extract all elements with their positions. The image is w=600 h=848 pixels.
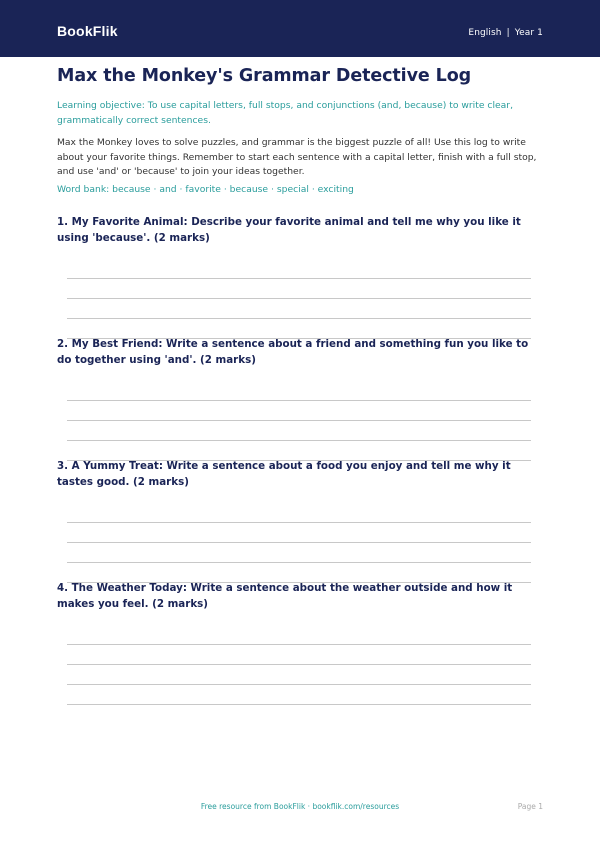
question-2-prompt: 2. My Best Friend: Write a sentence about a friend and something fun you like to do together using 'and'. (2 marks) bbox=[57, 338, 529, 366]
question-2 bbox=[57, 337, 537, 368]
question-1 bbox=[57, 215, 537, 246]
answer-line[interactable] bbox=[67, 278, 531, 279]
subject-label: English bbox=[468, 28, 502, 38]
page-number: Page 1 bbox=[517, 802, 543, 811]
question-4 bbox=[57, 581, 537, 612]
answer-line[interactable] bbox=[67, 542, 531, 543]
page-title: Max the Monkey's Grammar Detective Log bbox=[57, 66, 472, 86]
year-label: Year 1 bbox=[514, 28, 543, 38]
answer-line[interactable] bbox=[67, 400, 531, 401]
intro-paragraph: Max the Monkey loves to solve puzzles, and grammar is the biggest puzzle of all! Use this log to write about your favorite things. Remember to start each sentence with a capital letter, finish with a full stop, and use 'and' or 'because' to join your ideas together. bbox=[57, 137, 537, 177]
question-4-prompt: 4. The Weather Today: Write a sentence about the weather outside and how it makes you feel. (2 marks) bbox=[57, 582, 513, 610]
answer-line[interactable] bbox=[67, 440, 531, 441]
answer-line[interactable] bbox=[67, 684, 531, 685]
answer-line[interactable] bbox=[67, 704, 531, 705]
header-meta bbox=[468, 28, 543, 38]
answer-line[interactable] bbox=[67, 664, 531, 665]
answer-line[interactable] bbox=[67, 298, 531, 299]
answer-line[interactable] bbox=[67, 644, 531, 645]
answer-line[interactable] bbox=[67, 522, 531, 523]
question-1-prompt: 1. My Favorite Animal: Describe your favorite animal and tell me why you like it using 'because'. (2 marks) bbox=[57, 216, 521, 244]
header-separator: | bbox=[506, 28, 510, 38]
word-bank: Word bank: because · and · favorite · because · special · exciting bbox=[57, 184, 354, 195]
answer-line[interactable] bbox=[67, 420, 531, 421]
learning-objective: Learning objective: To use capital letters, full stops, and conjunctions (and, because) to write clear, grammatically correct sentences. bbox=[57, 100, 513, 126]
question-3 bbox=[57, 459, 537, 490]
page-header bbox=[0, 0, 600, 57]
answer-line[interactable] bbox=[67, 562, 531, 563]
answer-line[interactable] bbox=[67, 318, 531, 319]
footer-resource-link[interactable]: Free resource from BookFlik · bookflik.com/resources bbox=[200, 802, 400, 811]
question-3-prompt: 3. A Yummy Treat: Write a sentence about a food you enjoy and tell me why it tastes good. (2 marks) bbox=[57, 460, 511, 488]
brand-logo: BookFlik bbox=[57, 23, 118, 39]
